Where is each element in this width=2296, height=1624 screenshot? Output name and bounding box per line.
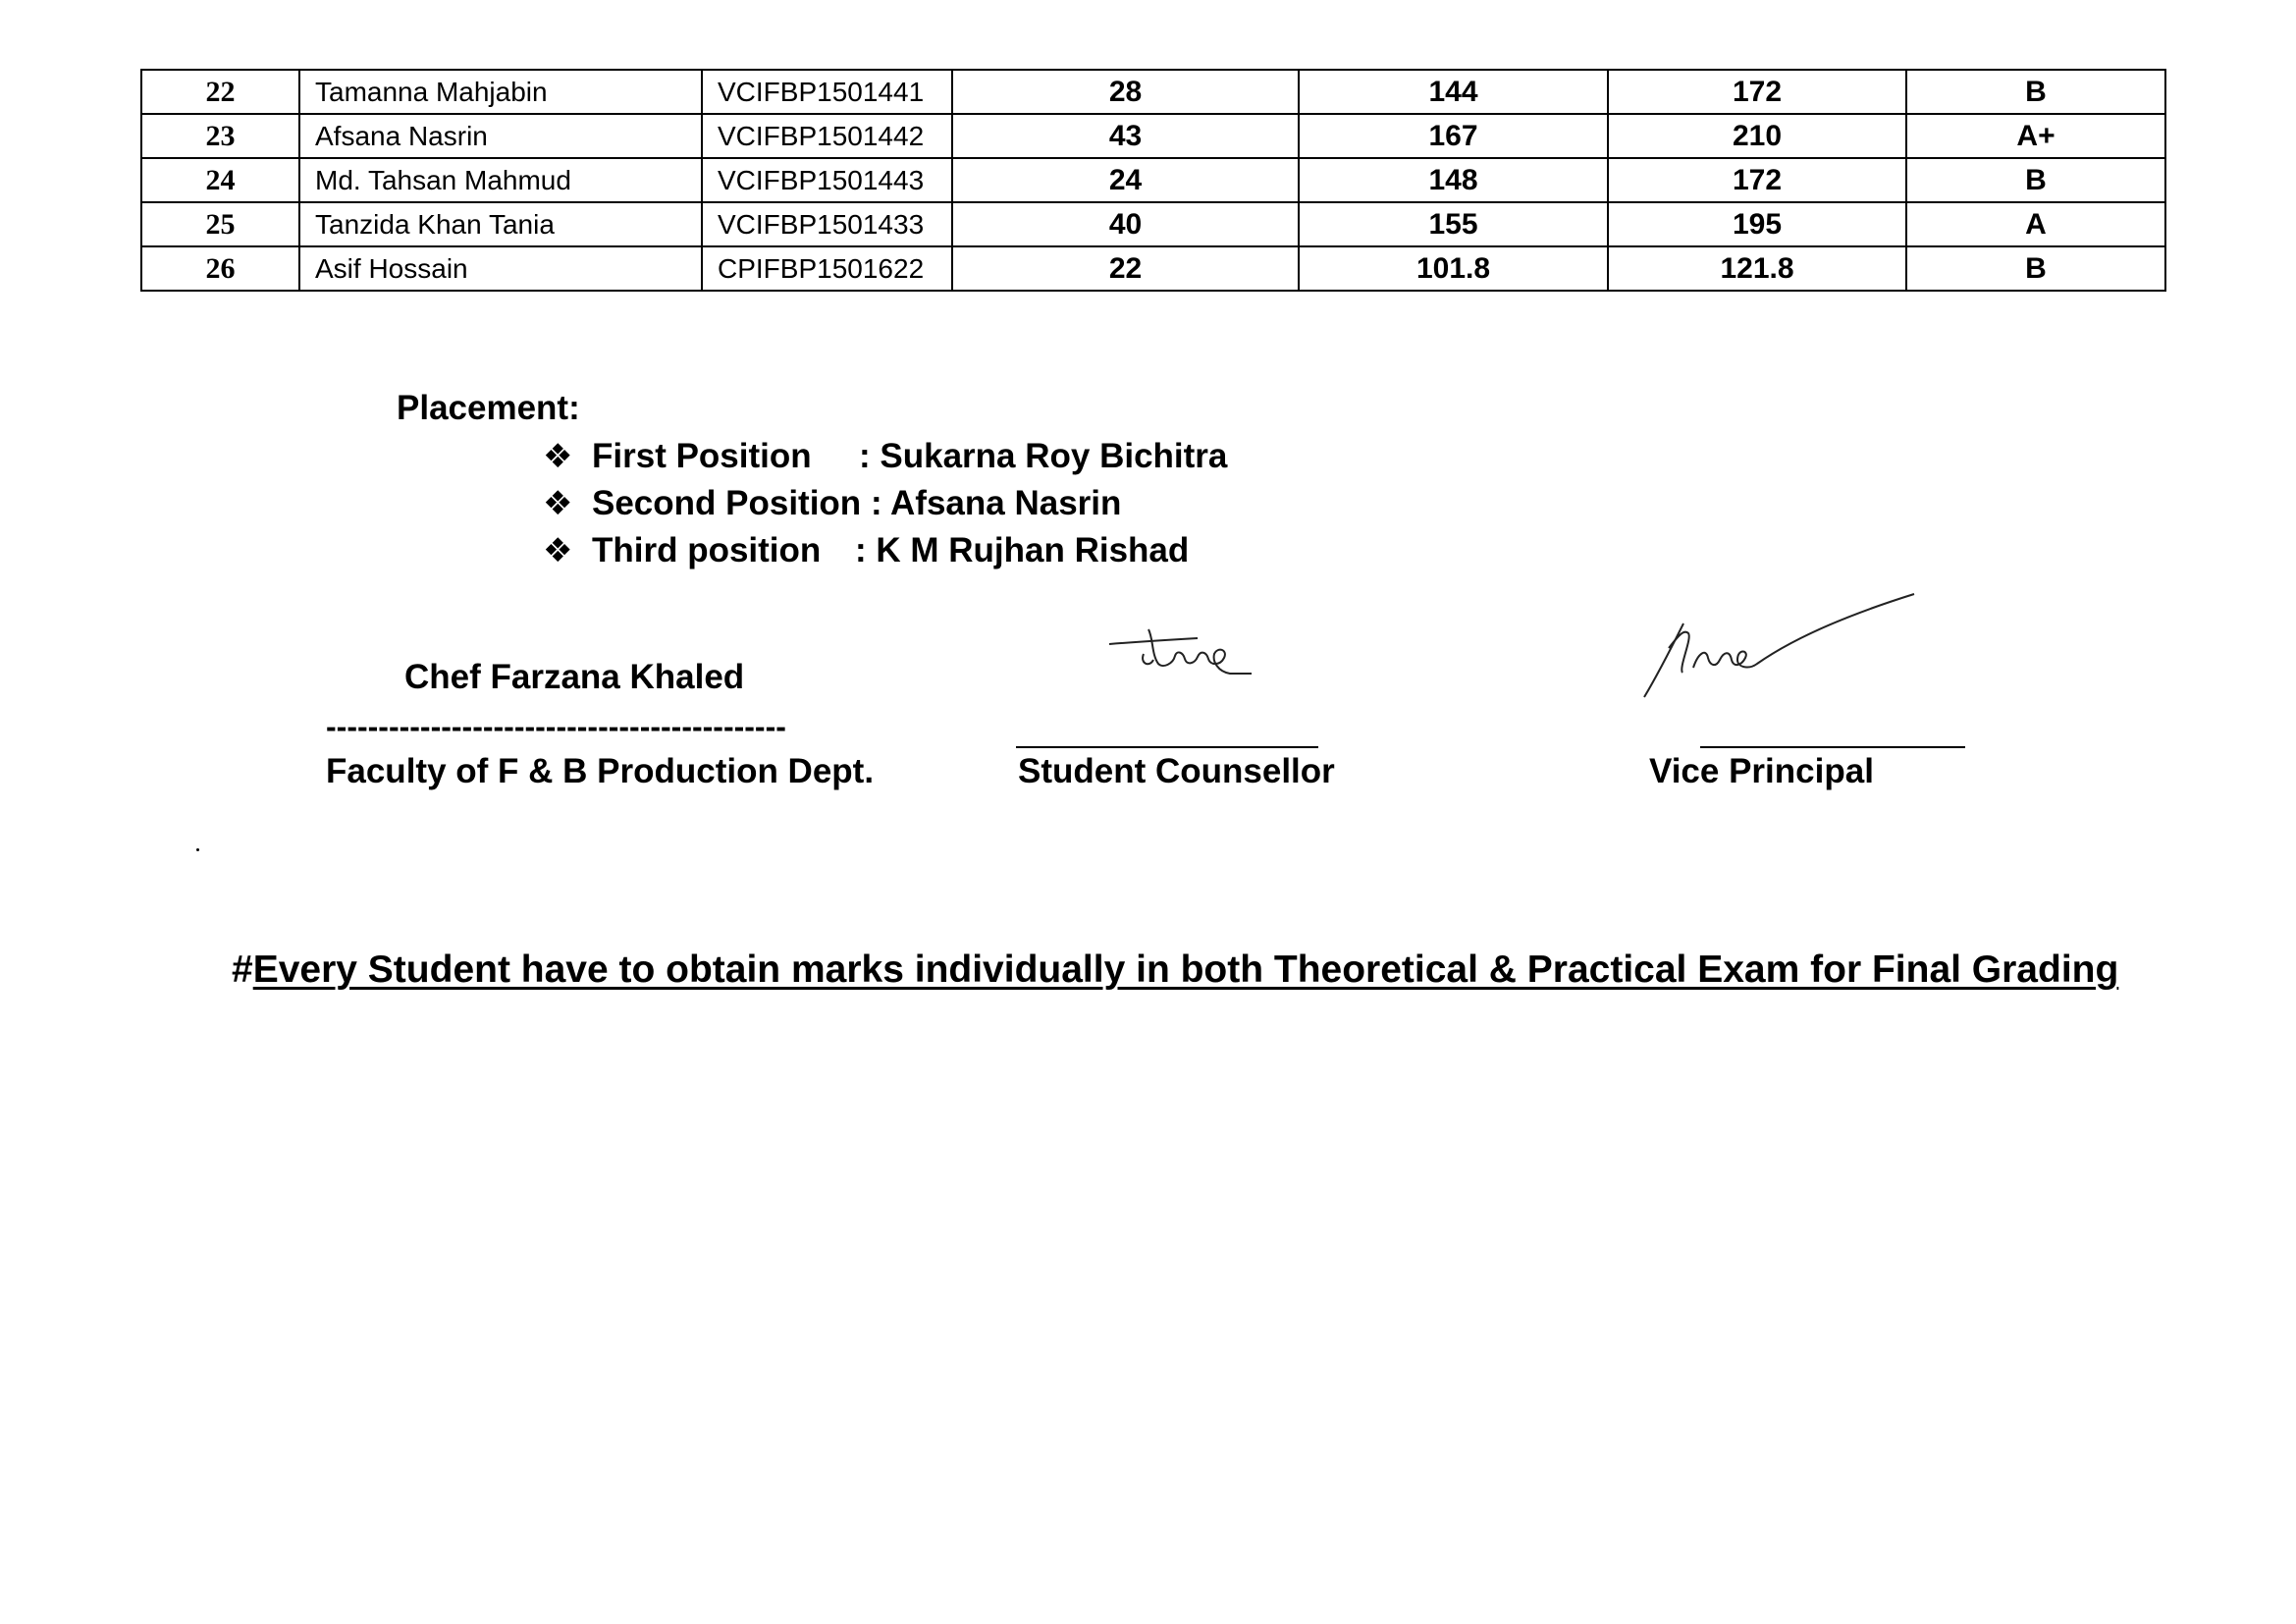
position-label: First Position [592,437,812,475]
diamond-bullet-icon: ❖ [543,485,573,522]
placement-list [543,433,1227,574]
theory-marks-cell: 22 [952,246,1299,291]
position-value: : K M Rujhan Rishad [855,531,1190,569]
position-label: Second Position [592,484,862,522]
principal-signature-icon [1639,589,1924,702]
serial-cell: 24 [141,158,299,202]
serial-cell: 23 [141,114,299,158]
practical-marks-cell: 144 [1299,70,1608,114]
student-id-cell: VCIFBP1501442 [702,114,952,158]
student-id-cell: CPIFBP1501622 [702,246,952,291]
diamond-bullet-icon: ❖ [543,532,573,569]
student-id-cell: VCIFBP1501443 [702,158,952,202]
table-row [141,158,2165,202]
placement-item-second [543,480,1227,527]
diamond-bullet-icon: ❖ [543,438,573,475]
theory-marks-cell: 43 [952,114,1299,158]
student-id-cell: VCIFBP1501441 [702,70,952,114]
placement-heading: Placement: [397,389,580,427]
total-marks-cell: 121.8 [1608,246,1906,291]
faculty-title: Faculty of F & B Production Dept. [326,752,875,790]
note-text: Every Student have to obtain marks individually in both Theoretical & Practical Exam for Final Grading [252,948,2119,991]
stray-dot [196,848,199,851]
position-value: : Sukarna Roy Bichitra [859,437,1228,475]
theory-marks-cell: 40 [952,202,1299,246]
total-marks-cell: 172 [1608,158,1906,202]
practical-marks-cell: 148 [1299,158,1608,202]
placement-item-third [543,527,1227,574]
serial-cell: 26 [141,246,299,291]
theory-marks-cell: 24 [952,158,1299,202]
counsellor-signature-icon [1104,624,1252,693]
student-name-cell: Tamanna Mahjabin [299,70,702,114]
serial-cell: 22 [141,70,299,114]
student-name-cell: Md. Tahsan Mahmud [299,158,702,202]
position-label: Third position [592,531,822,569]
grade-cell: B [1906,246,2165,291]
practical-marks-cell: 155 [1299,202,1608,246]
grade-cell: A [1906,202,2165,246]
table-row [141,202,2165,246]
student-name-cell: Tanzida Khan Tania [299,202,702,246]
practical-marks-cell: 167 [1299,114,1608,158]
counsellor-title: Student Counsellor [1018,752,1335,790]
note-prefix: # [232,948,253,991]
total-marks-cell: 210 [1608,114,1906,158]
grade-cell: B [1906,158,2165,202]
position-value: : Afsana Nasrin [870,484,1122,522]
placement-item-first [543,433,1227,480]
student-name-cell: Afsana Nasrin [299,114,702,158]
table-row [141,246,2165,291]
theory-marks-cell: 28 [952,70,1299,114]
grading-note [232,948,2118,992]
faculty-name: Chef Farzana Khaled [404,658,745,696]
student-id-cell: VCIFBP1501433 [702,202,952,246]
results-table [140,69,2166,292]
serial-cell: 25 [141,202,299,246]
student-name-cell: Asif Hossain [299,246,702,291]
principal-title: Vice Principal [1649,752,1874,790]
table-row [141,114,2165,158]
signature-dash-line: -------------------------------------------- [326,709,786,744]
grade-cell: B [1906,70,2165,114]
table-row [141,70,2165,114]
grade-cell: A+ [1906,114,2165,158]
counsellor-signature-line [1016,746,1318,748]
principal-signature-line [1700,746,1965,748]
total-marks-cell: 195 [1608,202,1906,246]
total-marks-cell: 172 [1608,70,1906,114]
practical-marks-cell: 101.8 [1299,246,1608,291]
